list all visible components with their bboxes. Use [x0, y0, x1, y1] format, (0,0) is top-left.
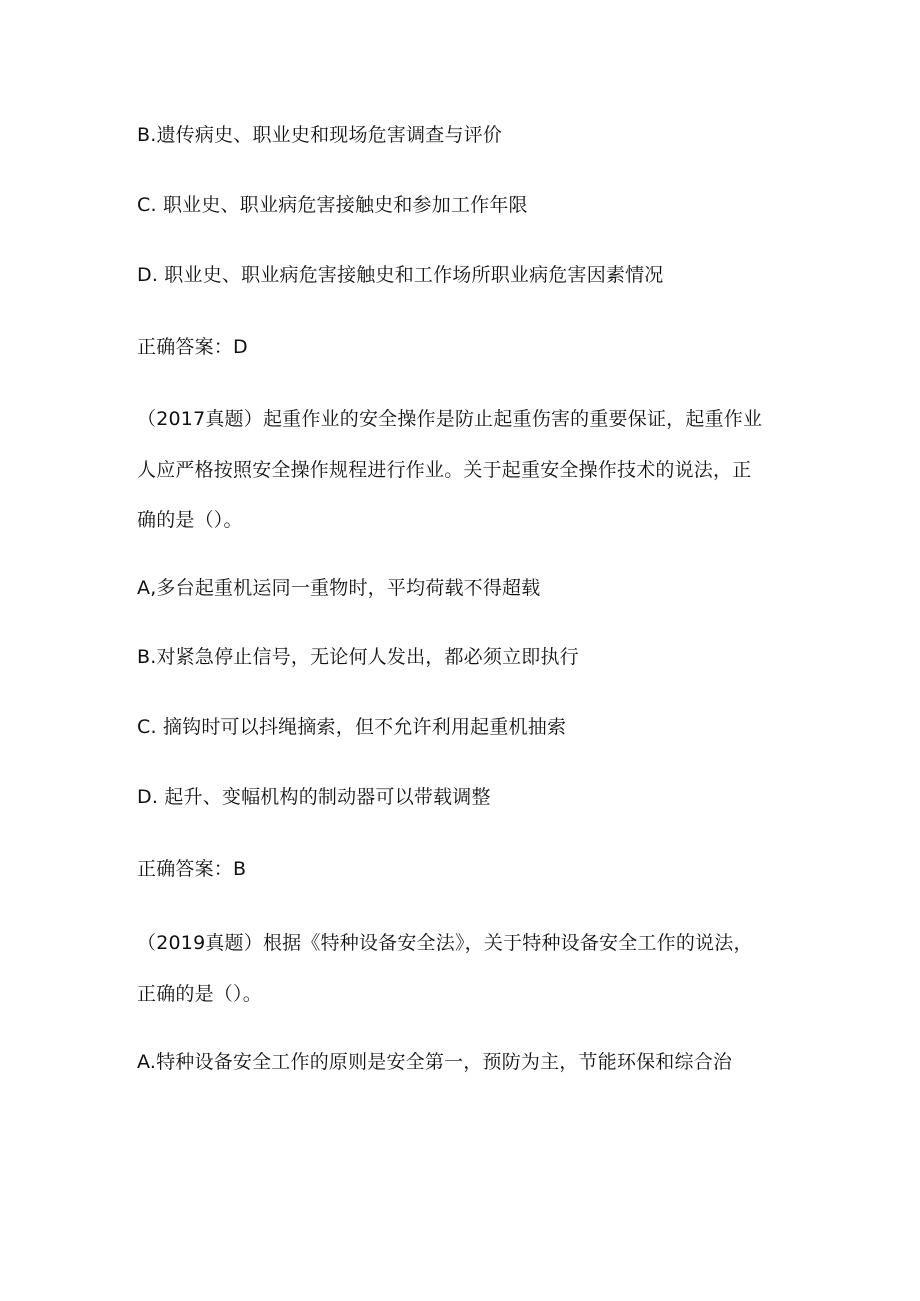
q2-option-d: D. 起升、变幅机构的制动器可以带载调整 — [137, 786, 491, 808]
q1-option-d: D. 职业史、职业病危害接触史和工作场所职业病危害因素情况 — [137, 264, 664, 286]
q2-option-a: A,多台起重机运同一重物时，平均荷载不得超载 — [137, 577, 541, 599]
q2-answer: 正确答案：B — [137, 858, 247, 880]
q1-option-b: B.遗传病史、职业史和现场危害调查与评价 — [137, 124, 503, 146]
q1-option-c: C. 职业史、职业病危害接触史和参加工作年限 — [137, 194, 528, 216]
q2-question-line-2: 人应严格按照安全操作规程进行作业。关于起重安全操作技术的说法，正 — [137, 459, 752, 481]
q3-question-line-2: 正确的是（）。 — [137, 983, 262, 1005]
q2-option-b: B.对紧急停止信号，无论何人发出，都必须立即执行 — [137, 646, 579, 668]
q2-option-c: C. 摘钩时可以抖绳摘索，但不允许利用起重机抽索 — [137, 716, 567, 738]
q2-question-line-1: （2017真题）起重作业的安全操作是防止起重伤害的重要保证，起重作业 — [137, 408, 763, 430]
q3-question-line-1: （2019真题）根据《特种设备安全法》，关于特种设备安全工作的说法， — [137, 932, 753, 954]
q2-question-line-3: 确的是（）。 — [137, 509, 243, 531]
q3-option-a: A.特种设备安全工作的原则是安全第一，预防为主，节能环保和综合治 — [137, 1051, 733, 1073]
q1-answer: 正确答案：D — [137, 336, 248, 358]
